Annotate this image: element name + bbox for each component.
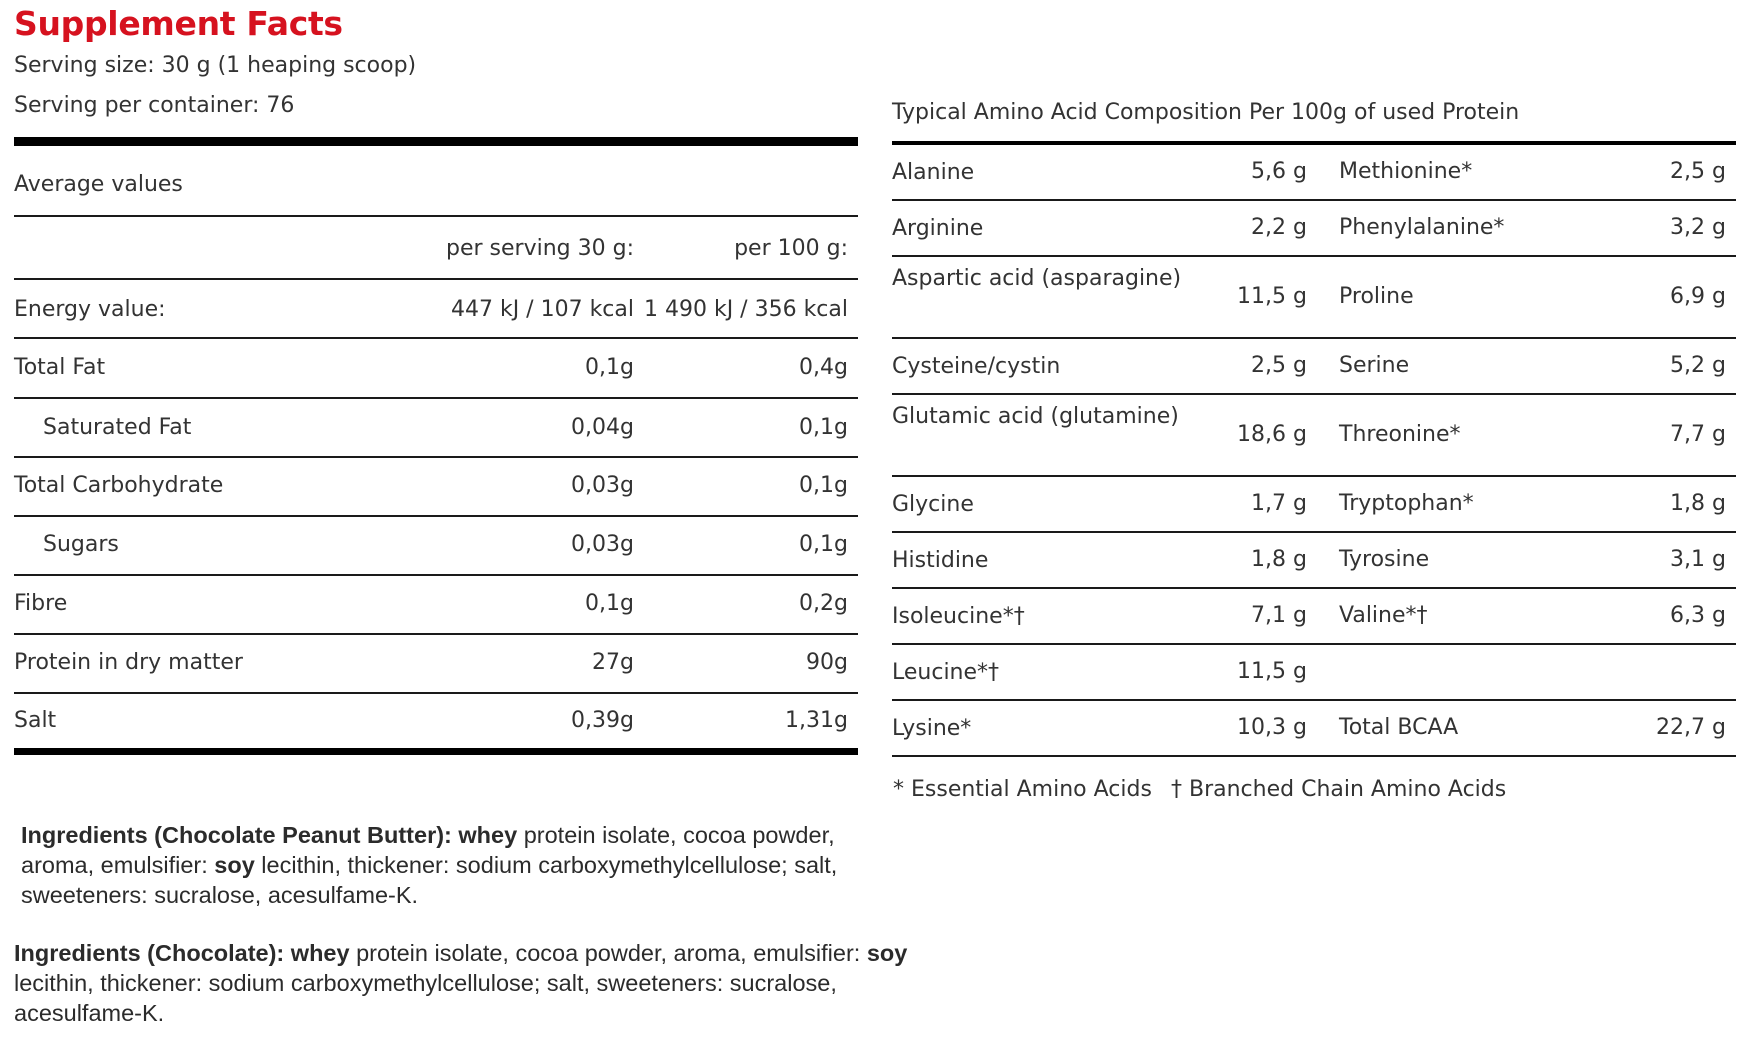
amino-name-left: Cysteine/cystin (892, 354, 1061, 379)
col-per-100g-header: per 100 g: (734, 236, 848, 261)
average-values-label: Average values (14, 172, 183, 197)
nutrition-top-rule (14, 137, 858, 146)
nutrition-row-per-100g: 90g (806, 650, 848, 675)
nutrition-row (14, 694, 858, 755)
ingredients-chocolate-peanut-butter (21, 820, 901, 910)
nutrition-row-per-serving: 0,03g (571, 532, 634, 557)
amino-row (892, 395, 1736, 477)
ingredients-heading: Ingredients (Chocolate Peanut Butter): (21, 822, 452, 848)
nutrition-row-label: Sugars (43, 532, 119, 557)
nutrition-row-per-serving: 0,1g (585, 591, 634, 616)
amino-name-right: Serine (1339, 353, 1410, 378)
nutrition-row-per-100g: 1 490 kJ / 356 kcal (643, 297, 848, 322)
nutrition-row-per-serving: 0,03g (571, 473, 634, 498)
nutrition-row (14, 280, 858, 339)
amino-name-right: Proline (1339, 284, 1414, 309)
amino-name-left: Glutamic acid (glutamine) (892, 404, 1179, 429)
amino-value-left: 2,5 g (1251, 353, 1307, 378)
amino-value-right: 2,5 g (1670, 159, 1726, 184)
ingredient-allergen: soy (866, 940, 908, 966)
nutrition-row-label: Fibre (14, 591, 68, 616)
amino-row (892, 645, 1736, 701)
amino-row (892, 701, 1736, 757)
nutrition-row-per-serving: 0,1g (585, 355, 634, 380)
amino-value-left: 1,7 g (1251, 491, 1307, 516)
ingredients-heading: Ingredients (Chocolate): (14, 940, 285, 966)
ingredients-chocolate (14, 938, 914, 1028)
nutrition-average-row (14, 146, 858, 217)
amino-name-left: Isoleucine*† (892, 604, 1025, 629)
nutrition-row-per-100g: 0,4g (799, 355, 848, 380)
nutrition-row-per-serving: 0,39g (571, 708, 634, 733)
amino-name-right: Valine*† (1339, 603, 1428, 628)
page-title: Supplement Facts (14, 4, 343, 43)
amino-value-right: 3,2 g (1670, 215, 1726, 240)
nutrition-row (14, 517, 858, 576)
ingredient-allergen: whey (284, 940, 350, 966)
amino-row (892, 145, 1736, 201)
amino-rows (892, 145, 1736, 757)
amino-value-right: 22,7 g (1656, 715, 1726, 740)
nutrition-row-label: Energy value: (14, 297, 166, 322)
amino-name-left: Histidine (892, 548, 989, 573)
nutrition-row-per-100g: 0,2g (799, 591, 848, 616)
nutrition-row-label: Salt (14, 708, 57, 733)
nutrition-row-per-100g: 0,1g (799, 532, 848, 557)
nutrition-row (14, 399, 858, 458)
amino-value-right: 7,7 g (1670, 422, 1726, 447)
amino-value-left: 5,6 g (1251, 159, 1307, 184)
col-per-serving-header: per serving 30 g: (446, 236, 634, 261)
nutrition-row-per-serving: 0,04g (571, 415, 634, 440)
footnote-essential: * Essential Amino Acids (893, 777, 1152, 802)
nutrition-row (14, 339, 858, 399)
serving-size: Serving size: 30 g (1 heaping scoop) (14, 53, 417, 78)
amino-value-right: 3,1 g (1670, 547, 1726, 572)
amino-row (892, 257, 1736, 339)
amino-value-left: 18,6 g (1237, 422, 1307, 447)
amino-name-left: Leucine*† (892, 660, 1000, 685)
nutrition-row (14, 576, 858, 635)
ingredient-text: lecithin, thickener: sodium carboxymethylcellulose; salt, sweeteners: sucralose, acesulfame-K. (14, 970, 837, 1026)
amino-value-left: 11,5 g (1237, 659, 1307, 684)
ingredient-text: lecithin, thickener: sodium carboxymethylcellulose; salt, sweeteners: sucralose, acesulfame-K. (21, 852, 838, 908)
ingredient-text: protein isolate, cocoa powder, aroma, emulsifier: (349, 940, 867, 966)
amino-value-right: 6,9 g (1670, 284, 1726, 309)
nutrition-row (14, 635, 858, 694)
amino-name-left: Arginine (892, 216, 984, 241)
amino-title: Typical Amino Acid Composition Per 100g of used Protein (892, 100, 1520, 125)
amino-value-right: 5,2 g (1670, 353, 1726, 378)
amino-value-left: 1,8 g (1251, 547, 1307, 572)
amino-name-left: Glycine (892, 492, 974, 517)
amino-name-right: Tryptophan* (1339, 491, 1474, 516)
nutrition-row-label: Protein in dry matter (14, 650, 243, 675)
nutrition-row (14, 458, 858, 517)
amino-row (892, 201, 1736, 257)
amino-row (892, 533, 1736, 589)
footnote-bcaa: † Branched Chain Amino Acids (1171, 777, 1507, 802)
nutrition-row-per-100g: 0,1g (799, 473, 848, 498)
amino-row (892, 589, 1736, 645)
amino-name-left: Lysine* (892, 716, 972, 741)
amino-name-right: Methionine* (1339, 159, 1473, 184)
ingredient-allergen: whey (451, 822, 518, 848)
amino-name-right: Total BCAA (1339, 715, 1459, 740)
amino-row (892, 339, 1736, 395)
ingredient-allergen: soy (214, 852, 255, 878)
amino-value-left: 7,1 g (1251, 603, 1307, 628)
nutrition-row-per-100g: 0,1g (799, 415, 848, 440)
amino-value-left: 11,5 g (1237, 284, 1307, 309)
amino-name-left: Aspartic acid (asparagine) (892, 266, 1182, 291)
ingredient-text: protein isolate, cocoa powder, aroma, emulsifier: (21, 822, 835, 878)
nutrition-row-label: Total Fat (14, 355, 106, 380)
nutrition-row-per-serving: 27g (592, 650, 634, 675)
nutrition-table (14, 137, 858, 755)
amino-row (892, 477, 1736, 533)
amino-value-left: 10,3 g (1237, 715, 1307, 740)
nutrition-row-label: Total Carbohydrate (14, 473, 224, 498)
nutrition-header-row (14, 217, 858, 280)
amino-name-right: Tyrosine (1339, 547, 1430, 572)
nutrition-row-label: Saturated Fat (43, 415, 192, 440)
amino-value-right: 1,8 g (1670, 491, 1726, 516)
amino-table (892, 141, 1736, 757)
amino-value-left: 2,2 g (1251, 215, 1307, 240)
nutrition-row-per-100g: 1,31g (785, 708, 848, 733)
servings-per-container: Serving per container: 76 (14, 93, 295, 118)
nutrition-rows (14, 280, 858, 755)
amino-name-right: Phenylalanine* (1339, 215, 1505, 240)
amino-name-right: Threonine* (1339, 422, 1461, 447)
amino-name-left: Alanine (892, 160, 975, 185)
nutrition-row-per-serving: 447 kJ / 107 kcal (450, 297, 634, 322)
amino-value-right: 6,3 g (1670, 603, 1726, 628)
